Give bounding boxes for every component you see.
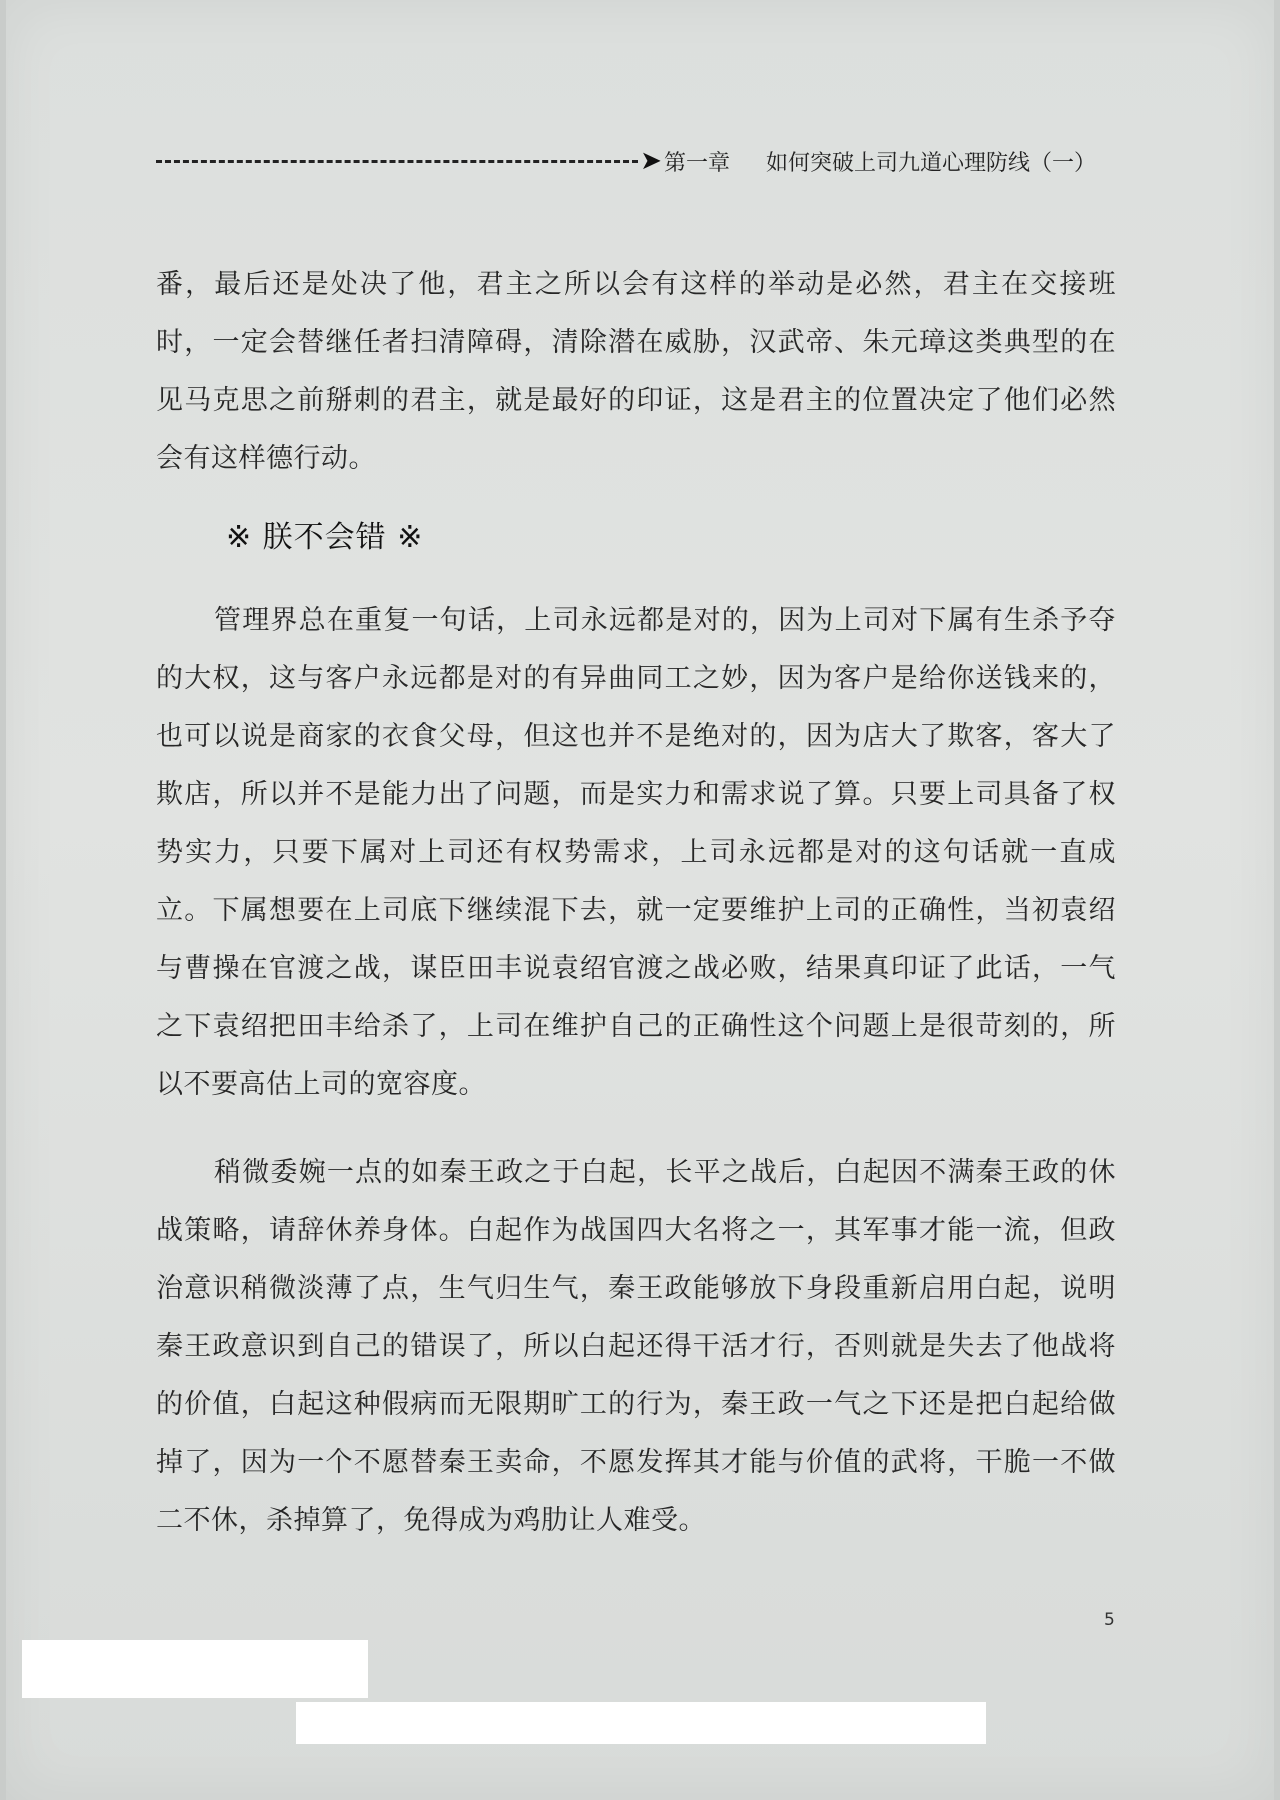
body-paragraph-continued: 番，最后还是处决了他，君主之所以会有这样的举动是必然，君主在交接班时，一定会替继任者扫清障碍，清除潜在威胁，汉武帝、朱元璋这类典型的在见马克思之前掰刺的君主，就是最好的印证，这是君主的位置决定了他们必然会有这样德行动。 [156,269,1116,474]
book-page [6,0,1274,1800]
running-header [156,144,1096,178]
section-heading: ※ 朕不会错 ※ [226,520,424,555]
page-body [156,256,1116,1550]
body-paragraph: 管理界总在重复一句话，上司永远都是对的，因为上司对下属有生杀予夺的大权，这与客户永远都是对的有异曲同工之妙，因为客户是给你送钱来的，也可以说是商家的衣食父母，但这也并不是绝对的，因为店大了欺客，客大了欺店，所以并不是能力出了问题，而是实力和需求说了算。只要上司具备了权势实力，只要下属对上司还有权势需求，上司永远都是对的这句话就一直成立。下属想要在上司底下继续混下去，就一定要维护上司的正确性，当初袁绍与曹操在官渡之战，谋臣田丰说袁绍官渡之战必败，结果真印证了此话，一气之下袁绍把田丰给杀了，上司在维护自己的正确性这个问题上是很苛刻的，所以不要高估上司的宽容度。 [156,605,1116,1100]
chapter-title: 如何突破上司九道心理防线（一） [765,150,1096,176]
redaction-box [296,1702,986,1744]
redaction-box [22,1640,368,1698]
arrow-right-icon: ➤ [640,146,662,176]
body-paragraph: 稍微委婉一点的如秦王政之于白起，长平之战后，白起因不满秦王政的休战策略，请辞休养身体。白起作为战国四大名将之一，其军事才能一流，但政治意识稍微淡薄了点，生气归生气，秦王政能够放下身段重新启用白起，说明秦王政意识到自己的错误了，所以白起还得干活才行，否则就是失去了他战将的价值，白起这种假病而无限期旷工的行为，秦王政一气之下还是把白起给做掉了，因为一个不愿替秦王卖命，不愿发挥其才能与价值的武将，干脆一不做二不休，杀掉算了，免得成为鸡肋让人难受。 [156,1157,1116,1536]
page-number: 5 [1104,1610,1115,1630]
header-dashed-rule [156,160,638,163]
chapter-label: 第一章 [663,150,730,176]
